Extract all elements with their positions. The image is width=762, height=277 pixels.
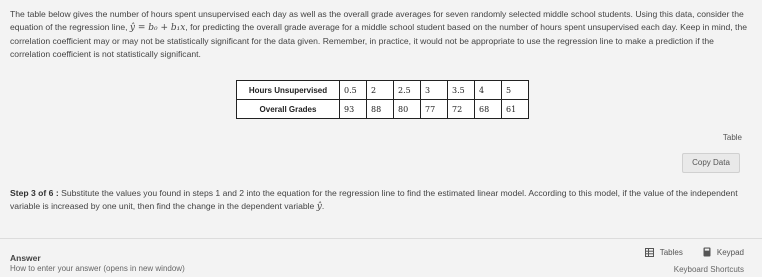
- dependent-variable: ŷ: [316, 202, 322, 212]
- how-to-enter-link[interactable]: How to enter your answer (opens in new window): [10, 264, 185, 273]
- table-cell: 2: [367, 81, 394, 100]
- table-row-grades: [237, 100, 529, 119]
- tables-button[interactable]: [645, 247, 683, 257]
- answer-tools: [645, 247, 744, 257]
- row-header-grades: Overall Grades: [237, 100, 340, 119]
- step-instructions: [10, 187, 754, 214]
- table-cell: 80: [394, 100, 421, 119]
- table-cell: 61: [502, 100, 529, 119]
- keyboard-shortcuts-link[interactable]: Keyboard Shortcuts: [673, 265, 744, 274]
- keypad-button[interactable]: [703, 247, 744, 257]
- step-text: Substitute the values you found in steps 1 and 2 into the equation for the regression line to find the estimated linear model. According to this model, if the value of the independent variable is increased by one unit, then find the change in the dependent variable: [10, 188, 738, 211]
- keypad-icon: [703, 247, 711, 257]
- step-label: Step 3 of 6 :: [10, 188, 59, 198]
- tables-label: Tables: [659, 247, 683, 257]
- data-table: [236, 80, 529, 119]
- table-cell: 3.5: [448, 81, 475, 100]
- table-cell: 2.5: [394, 81, 421, 100]
- table-row-hours: [237, 81, 529, 100]
- table-cell: 0.5: [340, 81, 367, 100]
- table-cell: 88: [367, 100, 394, 119]
- row-header-hours: Hours Unsupervised: [237, 81, 340, 100]
- problem-rest: , for predicting the overall grade average for a middle school student based on the number of hours spent unsupervised each day. Keep in mind, the correlation coefficient may or may not be statistically significant for the data given. Remember, in practice, it would not be appropriate to use the regression line to make a prediction if the correlation coefficient is not statistically significant.: [10, 22, 748, 59]
- copy-data-button[interactable]: Copy Data: [682, 153, 740, 173]
- answer-label: Answer: [10, 253, 41, 263]
- keypad-label: Keypad: [716, 247, 744, 257]
- problem-intro: The table below gives the number of hours spent unsupervised each day as well as the overall grade averages for seven randomly selected middle school students. Using this data, consider the equation of the regression line,: [10, 9, 744, 32]
- table-grid-icon: [645, 248, 654, 257]
- table-label: Table: [722, 133, 742, 142]
- problem-statement: [10, 8, 754, 61]
- table-cell: 93: [340, 100, 367, 119]
- table-cell: 3: [421, 81, 448, 100]
- table-cell: 5: [502, 81, 529, 100]
- table-cell: 77: [421, 100, 448, 119]
- step-end: .: [321, 201, 325, 211]
- table-cell: 72: [448, 100, 475, 119]
- table-cell: 68: [475, 100, 502, 119]
- table-cell: 4: [475, 81, 502, 100]
- divider: [0, 238, 762, 239]
- regression-equation: ŷ = b₀ + b₁x: [129, 23, 186, 33]
